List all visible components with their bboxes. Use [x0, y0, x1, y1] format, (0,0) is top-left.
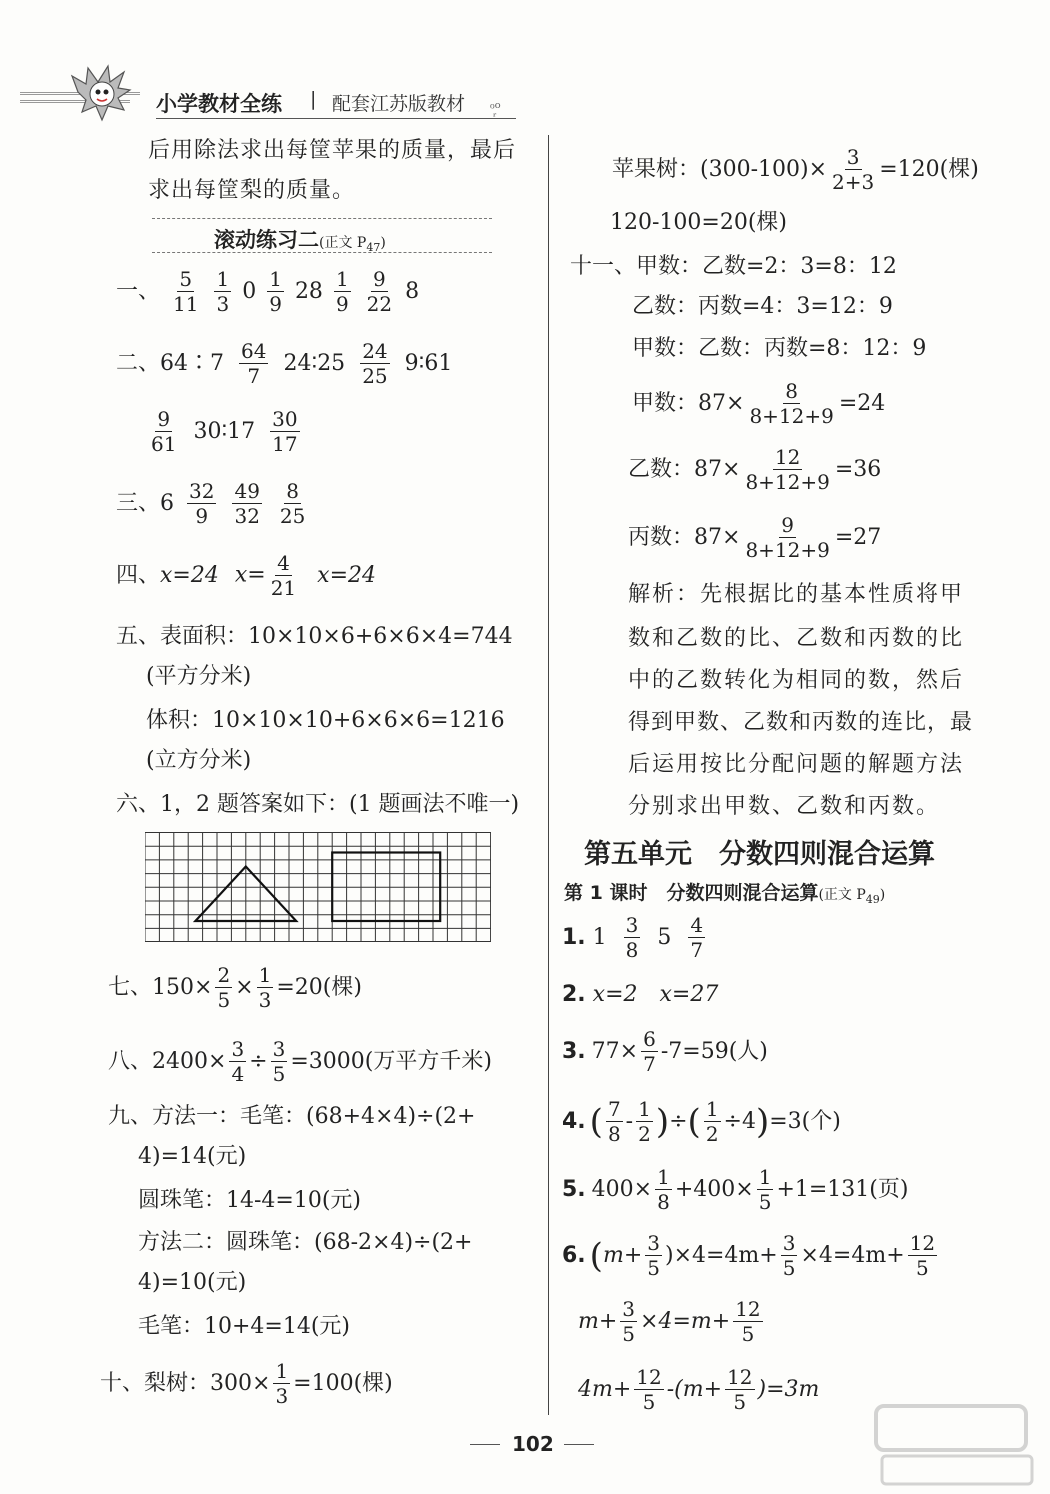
- section-heading: [214, 224, 386, 254]
- answer-r2: 2. x=2 x=27: [562, 982, 719, 1007]
- q11-line3: 甲数：乙数：丙数=8：12：9: [632, 336, 927, 361]
- fraction: $\frac{1}{2}$: [638, 1097, 651, 1146]
- explanation-1: 解析：先根据比的基本性质将甲: [628, 582, 965, 607]
- q10-pre: 十、梨树：300×: [100, 1370, 271, 1396]
- page-number: 102: [512, 1432, 554, 1456]
- answer-r1: 1. 1 $\frac{3}{8}$ 5 $\frac{4}{7}$: [562, 913, 704, 962]
- q1-value: 28: [294, 278, 323, 304]
- answer-r6-line2: m+ $\frac{3}{5}$ ×4=m+ $\frac{12}{5}$: [578, 1297, 761, 1346]
- answer-q5-line1: 五、表面积：10×10×6+6×6×4=744: [116, 624, 513, 649]
- answer-q5-line2: (平方分米): [146, 664, 252, 689]
- answer-q1: [116, 268, 419, 315]
- fraction: $\frac{1}{8}$: [657, 1165, 670, 1214]
- fraction: $\frac{3}{5}$: [622, 1297, 636, 1346]
- answer-q2-cont: [146, 408, 303, 455]
- answer-q2: [116, 340, 452, 387]
- fraction: $\frac{1}{3}$: [216, 267, 230, 316]
- header-ornament-icon: ᵒ᷊ᵒ: [490, 98, 501, 117]
- dashed-rule-top: [152, 218, 492, 219]
- fraction: $\frac{4}{7}$: [690, 913, 704, 962]
- answer-q10: [100, 1360, 393, 1407]
- section-ref-page: 47: [366, 241, 381, 255]
- fraction: $\frac{2}{5}$: [217, 963, 231, 1012]
- rectangle-shape: [332, 853, 440, 922]
- answer-q9-l5: 4)=10(元): [138, 1270, 247, 1295]
- apple-tree-calc: [612, 146, 979, 193]
- answer-q5-line4: (立方分米): [146, 748, 252, 773]
- answer-r4: 4. ( $\frac{7}{8}$ - $\frac{1}{2}$ ) ÷ ( $\frac{1}{2}$ ÷4 ) =3(个): [562, 1097, 841, 1146]
- header-subtitle: 配套江苏版教材: [332, 93, 466, 115]
- q7-mid: ×: [235, 974, 254, 1000]
- q4-value: x=24: [160, 562, 219, 588]
- fraction: $\frac{32}{9}$: [189, 479, 215, 528]
- page-dash-left: [470, 1444, 500, 1445]
- intro-line-2: 求出每筐梨的质量。: [148, 178, 356, 203]
- lesson-ref-page: 49: [865, 893, 880, 907]
- fraction: $\frac{8}{25}$: [279, 479, 306, 528]
- watermark-logo-icon: [872, 1400, 1042, 1490]
- lesson-title: 第 1 课时 分数四则混合运算: [564, 882, 819, 904]
- explanation-6: 分别求出甲数、乙数和丙数。: [628, 794, 941, 819]
- fraction: $\frac{8}{8+12+9}$: [749, 379, 834, 428]
- q3-value: 6: [160, 490, 175, 516]
- mascot-icon: [68, 62, 136, 124]
- q8-mid: ÷: [249, 1048, 268, 1074]
- header-title: 小学教材全练: [156, 92, 282, 116]
- answer-q7: [108, 964, 362, 1011]
- fraction: $\frac{3}{5}$: [647, 1231, 660, 1280]
- answer-q3: [116, 480, 310, 527]
- lesson-heading: [564, 878, 885, 906]
- fraction: $\frac{4}{21}$: [270, 551, 297, 600]
- q1-value: 0: [242, 278, 257, 304]
- intro-line-1: 后用除法求出每筐苹果的质量，最后: [148, 138, 517, 163]
- fraction: $\frac{12}{5}$: [727, 1365, 753, 1414]
- fraction: $\frac{9}{8+12+9}$: [745, 513, 830, 562]
- explanation-3: 中的乙数转化为相同的数，然后: [628, 668, 965, 693]
- fraction: $\frac{1}{9}$: [269, 267, 282, 316]
- fraction: $\frac{1}{3}$: [275, 1359, 289, 1408]
- answer-r6-line3: 4m+ $\frac{12}{5}$ -(m+ $\frac{12}{5}$ )=3m: [578, 1365, 820, 1414]
- q11-jia: 甲数：87× $\frac{8}{8+12+9}$ =24: [632, 379, 886, 428]
- q2-label: 二、: [116, 350, 161, 376]
- difference-calc: 120-100=20(棵): [610, 210, 788, 235]
- q11-bing: 丙数：87× $\frac{9}{8+12+9}$ =27: [628, 513, 882, 562]
- q7-pre: 七、150×: [108, 974, 213, 1000]
- header-separator: |: [310, 88, 317, 110]
- fraction: $\frac{12}{5}$: [636, 1365, 662, 1414]
- q4-label: 四、: [116, 562, 161, 588]
- fraction: $\frac{3}{2+3}$: [832, 145, 875, 194]
- q10-post: =100(棵): [293, 1370, 393, 1396]
- apple-pre: 苹果树：(300-100)×: [612, 156, 828, 182]
- header-underline: [156, 118, 516, 119]
- q4-value: x=: [234, 562, 266, 588]
- answer-q4: [116, 552, 376, 599]
- fraction: $\frac{9}{22}$: [366, 267, 393, 316]
- q8-pre: 八、2400×: [108, 1048, 227, 1074]
- q1-value: 8: [405, 278, 420, 304]
- answer-q9-l4: 方法二：圆珠笔：(68-2×4)÷(2+: [138, 1230, 473, 1255]
- answer-q9-l1: 九、方法一：毛笔：(68+4×4)÷(2+: [108, 1104, 476, 1129]
- fraction: $\frac{12}{5}$: [735, 1297, 761, 1346]
- dashed-rule-bottom: [152, 252, 492, 253]
- fraction: $\frac{24}{25}$: [362, 339, 388, 388]
- page-dash-right: [564, 1444, 594, 1445]
- q3-label: 三、: [116, 490, 161, 516]
- explanation-5: 后运用按比分配问题的解题方法: [628, 752, 965, 777]
- explanation-2: 数和乙数的比、乙数和丙数的比: [628, 626, 965, 651]
- answer-q9-l6: 毛笔：10+4=14(元): [138, 1314, 351, 1339]
- q11-yi: 乙数：87× $\frac{12}{8+12+9}$ =36: [628, 445, 882, 494]
- section-title: 滚动练习二: [214, 228, 319, 252]
- column-divider: [548, 135, 549, 1415]
- answer-q9-l3: 圆珠笔：14-4=10(元): [138, 1188, 362, 1213]
- section-ref: (正文 P: [319, 235, 367, 251]
- fraction: $\frac{12}{5}$: [909, 1231, 936, 1280]
- q4-value: x=24: [317, 562, 376, 588]
- q2-value: 64∶7: [160, 350, 225, 376]
- explanation-4: 得到甲数、乙数和丙数的连比，最: [628, 710, 974, 735]
- fraction: $\frac{12}{8+12+9}$: [745, 445, 830, 494]
- q2-value: 24∶25: [283, 350, 346, 376]
- answer-q6: 六、1，2 题答案如下：(1 题画法不唯一): [116, 792, 520, 817]
- fraction: $\frac{1}{5}$: [758, 1165, 772, 1214]
- fraction: $\frac{3}{4}$: [231, 1037, 245, 1086]
- fraction: $\frac{3}{5}$: [782, 1231, 796, 1280]
- fraction: $\frac{3}{5}$: [272, 1037, 286, 1086]
- fraction: $\frac{7}{8}$: [607, 1097, 621, 1146]
- grid-drawing: [145, 832, 491, 942]
- section-ref-end: ): [380, 235, 386, 251]
- fraction: $\frac{1}{9}$: [335, 267, 349, 316]
- answer-q9-l2: 4)=14(元): [138, 1144, 247, 1169]
- answer-r6: 6. ( m + $\frac{3}{5}$ )×4=4m+ $\frac{3}{5}$ ×4=4m+ $\frac{12}{5}$: [562, 1231, 936, 1280]
- fraction: $\frac{30}{17}$: [272, 407, 298, 456]
- answer-q5-line3: 体积：10×10×10+6×6×6=1216: [146, 708, 505, 733]
- fraction: $\frac{6}{7}$: [643, 1027, 656, 1076]
- q1-label: 一、: [116, 278, 161, 304]
- q11-line1: 十一、甲数：乙数=2：3=8：12: [570, 254, 897, 279]
- q11-line2: 乙数：丙数=4：3=12：9: [632, 294, 893, 319]
- q7-post: =20(棵): [276, 974, 362, 1000]
- fraction: $\frac{1}{2}$: [705, 1097, 719, 1146]
- q8-post: =3000(万平方千米): [290, 1048, 492, 1074]
- lesson-ref-end: ): [879, 887, 886, 903]
- answer-r3: 3. 77× $\frac{6}{7}$ -7=59(人): [562, 1027, 768, 1076]
- fraction: $\frac{5}{11}$: [173, 267, 199, 316]
- fraction: $\frac{3}{8}$: [625, 913, 639, 962]
- apple-post: =120(棵): [879, 156, 979, 182]
- fraction: $\frac{64}{7}$: [241, 339, 267, 388]
- answer-q8: [108, 1038, 492, 1085]
- q2-value: 9∶61: [404, 350, 453, 376]
- q2-value: 30∶17: [193, 418, 256, 444]
- answer-r5: 5. 400× $\frac{1}{8}$ +400× $\frac{1}{5}$ +1=131(页): [562, 1165, 909, 1214]
- fraction: $\frac{49}{32}$: [234, 479, 260, 528]
- lesson-ref: (正文 P: [818, 887, 866, 903]
- unit-title: 第五单元 分数四则混合运算: [584, 839, 935, 870]
- fraction: $\frac{1}{3}$: [258, 963, 272, 1012]
- fraction: $\frac{9}{61}$: [151, 407, 177, 456]
